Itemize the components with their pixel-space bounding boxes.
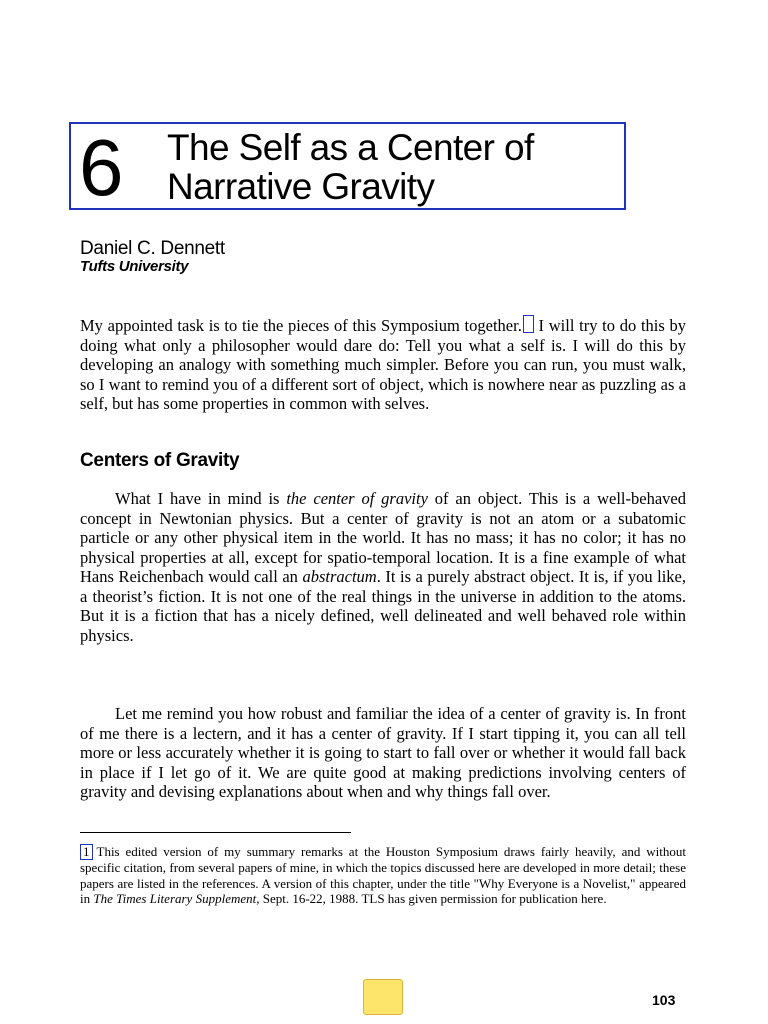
chapter-title bbox=[167, 128, 627, 206]
section-heading: Centers of Gravity bbox=[80, 450, 240, 471]
footnote bbox=[80, 844, 686, 907]
footnote-text-a: This edited version of my summary remarks at the Houston Symposium draws fairly heavily, and without specific citation, from several papers of mine, in which the topics discussed here are developed in more detail; these papers are listed in the references. A version of this chapter, under the title "Why Everyone is a Novelist," appeared in bbox=[80, 844, 686, 906]
footnote-emphasis: The Times Literary Supplement bbox=[93, 891, 257, 906]
page-number: 103 bbox=[652, 992, 676, 1008]
intro-text-a: My appointed task is to tie the pieces of this Symposium together. bbox=[80, 316, 522, 335]
footnote-divider bbox=[80, 832, 351, 833]
author-name: Daniel C. Dennett bbox=[80, 238, 225, 259]
footnote-number-link[interactable]: 1 bbox=[80, 844, 93, 860]
chapter-title-line2: Narrative Gravity bbox=[167, 166, 435, 207]
footnote-link[interactable] bbox=[523, 315, 534, 333]
intro-text-b: I will try to do this by doing what only a philosopher would dare do: Tell you what a self is. I will do this by developing an analogy with something much simpler. Before you can run, you must walk, so I want to remind you of a different sort of object, which is nowhere near as puzzling as a self, but has some properties in common with selves. bbox=[80, 316, 686, 413]
chapter-title-box bbox=[69, 122, 626, 210]
author-affiliation: Tufts University bbox=[80, 258, 189, 275]
para2-text-a: What I have in mind is bbox=[115, 489, 287, 508]
sticky-note-icon[interactable] bbox=[363, 979, 403, 1015]
paragraph-lectern: Let me remind you how robust and familiar the idea of a center of gravity is. In front of me there is a lectern, and it has a center of gravity. If I start tipping it, you can all tell more or less accurately whether it is going to start to fall over or whether it would fall back in place if I let go of it. We are quite good at making predictions involving centers of gravity and devising explanations about when and why things fall over. bbox=[80, 704, 686, 801]
chapter-number: 6 bbox=[79, 123, 122, 212]
para2-emphasis-a: the center of gravity bbox=[286, 489, 428, 508]
footnote-text-b: , Sept. 16-22, 1988. TLS has given permission for publication here. bbox=[256, 891, 607, 906]
para2-text-b: of an object. This is a well-behaved concept in Newtonian physics. But a center of gravity is not an atom or a subatomic particle or any other physical item in the world. It has no mass; it has no color; it has no physical properties at all, except for spatio-temporal location. It is a fine example of what Hans Reichenbach would call an bbox=[80, 489, 686, 586]
para2-emphasis-b: abstractum bbox=[302, 567, 377, 586]
paragraph-center-of-gravity bbox=[80, 489, 686, 645]
chapter-title-line1: The Self as a Center of bbox=[167, 127, 534, 168]
para2-text-c: . It is a purely abstract object. It is, if you like, a theorist’s fiction. It is not one of the real things in the universe in addition to the atoms. But it is a fiction that has a nicely defined, well delineated and well behaved role within physics. bbox=[80, 567, 686, 645]
intro-paragraph bbox=[80, 315, 686, 414]
